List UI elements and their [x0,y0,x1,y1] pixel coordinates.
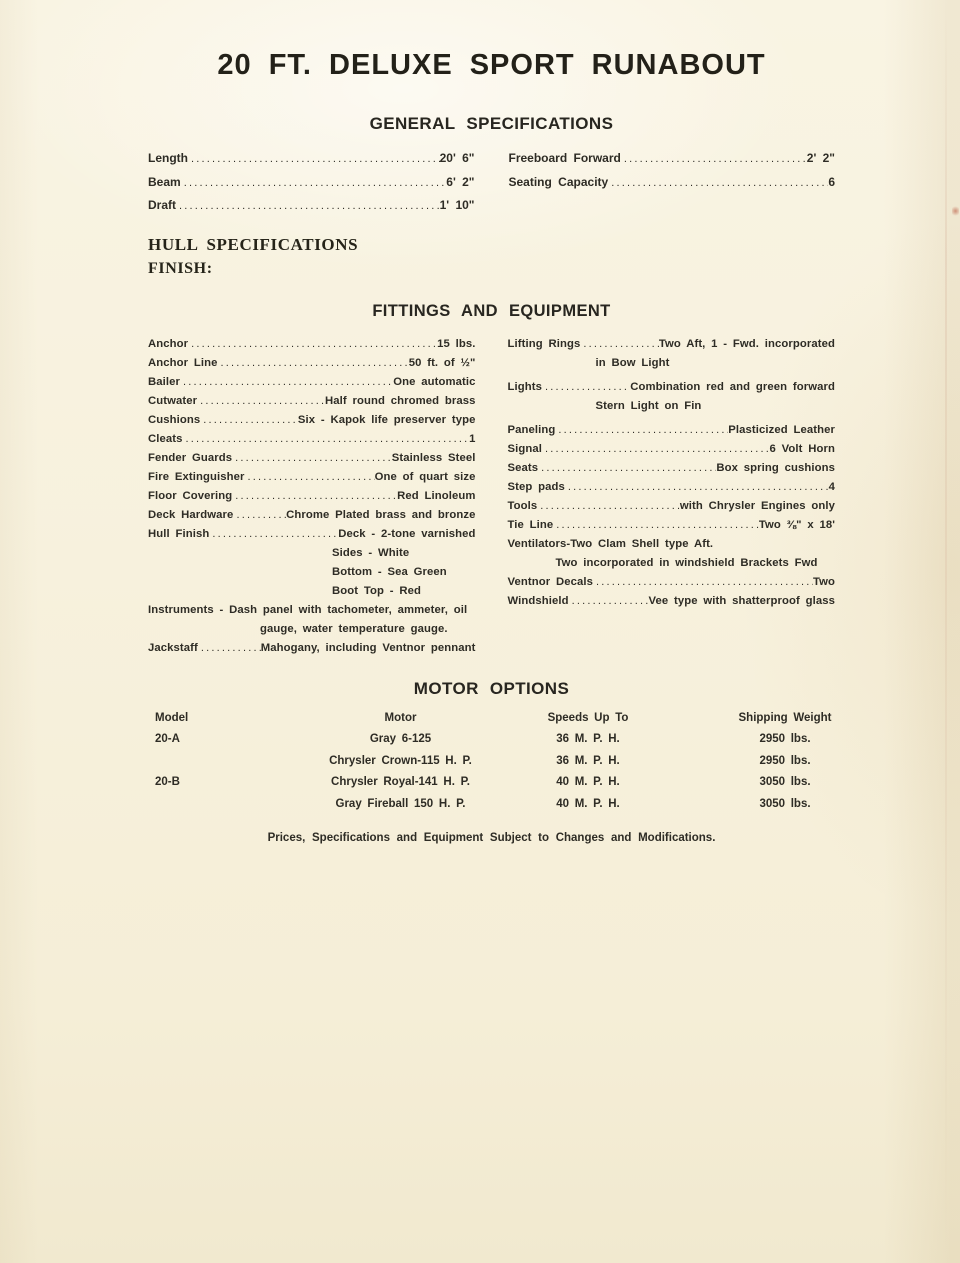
cell-weight: 3050 lbs. [759,797,811,810]
fitting-label: Fender Guards [148,451,233,464]
cell-motor: Chrysler Crown-115 H. P. [329,754,472,767]
spec-value: 2' 2" [806,151,835,165]
fittings-line [508,478,836,497]
motor-options-table [148,708,835,816]
fitting-text: Bottom - Sea Green [332,565,447,578]
dot-leader [244,468,374,487]
spec-label: Length [148,151,188,165]
dot-leader [209,525,338,544]
fittings-line [148,544,476,563]
fitting-label: Step pads [507,480,565,493]
fitting-text: Sides - White [332,546,410,559]
cell-speed: 36 M. P. H. [556,754,620,767]
dot-leader [197,392,325,411]
fittings-line [508,378,836,397]
fittings-line [508,440,836,459]
fitting-label: Jackstaff [148,641,198,654]
fitting-value: One automatic [393,375,476,388]
fitting-label: Cushions [148,413,201,426]
fittings-line [148,601,476,639]
fitting-text: in Bow Light [595,356,670,369]
dot-leader [542,378,630,397]
fittings-equipment-heading: FITTINGS AND EQUIPMENT [372,301,611,320]
paper-stain [952,205,959,217]
spec-label: Draft [148,198,177,212]
spec-value: 6' 2" [446,174,475,189]
fitting-value: Half round chromed brass [324,394,476,407]
fitting-label: Anchor [148,337,189,350]
fitting-value: Deck - 2-tone varnished [338,527,476,540]
spec-label: Freeboard Forward [508,151,621,165]
fitting-value: Plasticized Leather [728,423,835,436]
dot-leader [200,411,298,430]
dot-leader [232,449,392,468]
fitting-value: Box spring cushions [716,461,835,474]
general-specs-left-column [148,147,475,218]
fitting-value: Stainless Steel [391,451,476,464]
cell-weight: 3050 lbs. [759,776,811,788]
dot-leader [555,421,728,440]
hull-specifications-heading: HULL SPECIFICATIONS [148,234,359,254]
fitting-label: Cleats [148,432,183,445]
cell-weight: 2950 lbs. [759,733,811,745]
fitting-text: Stern Light on Fin [595,399,702,412]
fittings-left-column [148,335,476,658]
fittings-line [148,354,476,373]
fittings-line [148,487,476,506]
footer-note: Prices, Specifications and Equipment Subject to Changes and Modifications. [267,832,716,844]
fitting-label: Hull Finish [148,527,210,540]
cell-model [148,751,298,773]
fitting-value: with Chrysler Engines only [679,499,835,512]
table-row [148,772,835,794]
cell-model: 20-B [155,776,180,788]
dot-leader [218,354,409,373]
fittings-line [148,430,476,449]
cell-speed: 36 M. P. H. [556,733,620,745]
fittings-equipment-section [148,335,835,658]
dot-leader [565,478,829,497]
table-row [148,729,835,751]
dot-leader [180,373,393,392]
fittings-right-column [508,335,836,658]
fitting-value: Six - Kapok life preserver type [297,413,476,426]
column-header-model: Model [155,711,189,724]
motor-options-heading: MOTOR OPTIONS [413,678,570,698]
fitting-label: Seats [507,461,539,474]
dot-leader [580,335,659,354]
fittings-line [508,592,836,611]
fitting-value: Two Aft, 1 - Fwd. incorporated [658,337,835,350]
cell-weight: 2950 lbs. [759,754,811,767]
page-title: 20 FT. DELUXE SPORT RUNABOUT [217,49,766,81]
spec-value: 1' 10" [439,198,475,212]
column-header-motor: Motor [384,711,417,724]
dot-leader [176,195,440,218]
fittings-line [148,639,476,658]
cell-model [148,794,298,816]
fitting-value: Red Linoleum [397,489,476,502]
fitting-value: Mahogany, including Ventnor pennant [260,641,476,654]
fitting-label: Windshield [507,594,569,607]
fitting-label: Paneling [507,423,556,436]
fitting-label: Cutwater [148,394,198,407]
fittings-line [148,468,476,487]
fittings-line [148,582,476,601]
dot-leader [553,516,759,535]
dot-leader [188,148,440,171]
spec-row [148,147,475,171]
cell-model: 20-A [155,733,180,745]
dot-leader [608,172,828,195]
fittings-line [508,397,836,416]
fitting-value: 1 [469,432,476,445]
fitting-label: Signal [507,442,542,455]
fitting-text: Boot Top - Red [332,584,422,597]
fitting-value: Chrome Plated brass and bronze [286,508,476,521]
fitting-label: Tools [507,499,538,512]
fittings-line [148,335,476,354]
fitting-value: Two ⅜" x 18' [758,518,835,531]
dot-leader [537,497,680,516]
fittings-line [148,373,476,392]
fitting-text: Ventilators-Two Clam Shell type Aft. [507,537,714,550]
fittings-line [508,354,836,373]
fitting-value: One of quart size [374,470,476,483]
cell-motor: Gray 6-125 [369,733,432,745]
dot-leader [569,592,649,611]
motor-options-header-row [148,708,835,730]
fitting-value: 4 [828,480,835,493]
cell-speed: 40 M. P. H. [556,776,620,788]
paper-crease [945,0,947,1263]
fitting-value: Combination red and green forward [630,380,835,393]
fitting-value: Vee type with shatterproof glass [648,594,835,607]
fitting-label: Tie Line [507,518,554,531]
page-content [148,0,835,844]
dot-leader [542,440,769,459]
column-header-weight: Shipping Weight [738,711,832,724]
fittings-line [148,506,476,525]
fittings-line [508,535,836,554]
fittings-line [508,573,836,592]
fittings-line [148,392,476,411]
fittings-line [148,411,476,430]
fitting-label: Anchor Line [148,356,218,369]
dot-leader [593,573,813,592]
fittings-line [148,525,476,544]
cell-motor: Gray Fireball 150 H. P. [335,797,466,810]
general-specifications-section [148,147,835,218]
fittings-line [508,421,836,440]
spec-row [148,194,475,218]
cell-motor: Chrysler Royal-141 H. P. [331,776,470,788]
general-specs-right-column [509,147,836,218]
fitting-label: Deck Hardware [148,508,234,521]
cell-speed: 40 M. P. H. [556,797,620,810]
dot-leader [621,148,807,171]
spec-row [509,147,836,171]
column-header-speeds: Speeds Up To [547,711,629,724]
fitting-label: Ventnor Decals [507,575,594,588]
spec-value: 20' 6" [439,151,475,165]
dot-leader [198,639,261,658]
spec-label: Seating Capacity [508,174,609,189]
spec-row [148,171,475,195]
spec-value: 6 [828,174,835,189]
fittings-line [148,563,476,582]
table-row [148,794,835,816]
fittings-line [508,554,836,573]
dot-leader [181,172,447,195]
finish-heading: FINISH: [148,259,213,277]
spec-row [509,171,836,195]
fitting-label: Fire Extinguisher [148,470,245,483]
fitting-value: Two [812,575,835,588]
spec-label: Beam [148,174,181,189]
fittings-line [508,459,836,478]
dot-leader [188,335,437,354]
general-specifications-heading: GENERAL SPECIFICATIONS [369,114,614,133]
fitting-label: Floor Covering [148,489,233,502]
fitting-text: Instruments - Dash panel with tachometer, ammeter, oil gauge, water temperature gauge. [148,603,468,635]
fitting-label: Lights [507,380,542,393]
fitting-text: Two incorporated in windshield Brackets Fwd [555,556,818,569]
fitting-label: Lifting Rings [507,337,581,350]
dot-leader [232,487,397,506]
fittings-line [508,335,836,354]
fitting-label: Bailer [148,375,180,388]
fitting-value: 50 ft. of ½" [408,356,476,369]
fittings-line [508,516,836,535]
fitting-value: 15 lbs. [437,337,476,350]
dot-leader [183,430,470,449]
dot-leader [233,506,286,525]
dot-leader [538,459,716,478]
fittings-line [148,449,476,468]
table-row [148,751,835,773]
fitting-value: 6 Volt Horn [769,442,835,455]
fittings-line [508,497,836,516]
